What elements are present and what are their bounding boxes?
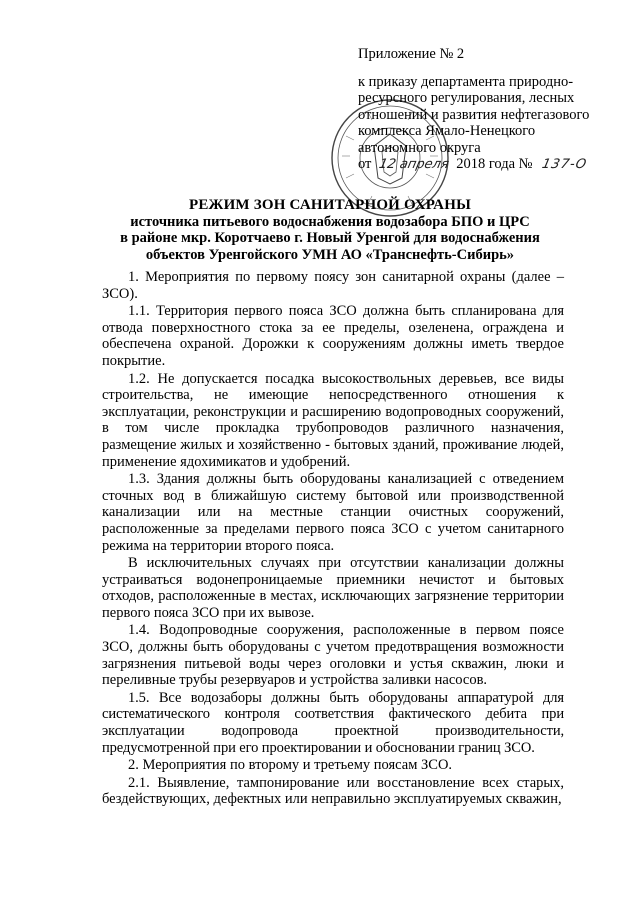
order-date-number (358, 156, 620, 174)
paragraph: 1.2. Не допускается посадка высокоствольных деревьев, все виды строительства, не имеющие непосредственного отношения к эксплуатации, реконструкции и расширению водопроводных сооружений, в том числе прокладка трубопроводов различного назначения, размещение жилых и хозяйственно - бытовых зданий, проживание людей, применение ядохимикатов и удобрений. (102, 370, 564, 470)
annex-line: комплекса Ямало-Ненецкого (358, 123, 536, 139)
document-body (102, 269, 564, 809)
paragraph: 1.1. Территория первого пояса ЗСО должна быть спланирована для отвода поверхностного стока за ее пределы, озеленена, ограждена и обеспечена охраной. Дорожки к сооружениям должны иметь твердое покрытие. (102, 303, 564, 369)
title-line: в районе мкр. Коротчаево г. Новый Уренгой для водоснабжения (120, 230, 540, 246)
annex-line: к приказу департамента природно- (358, 73, 574, 90)
title-main: РЕЖИМ ЗОН САНИТАРНОЙ ОХРАНЫ (188, 197, 472, 213)
date-prefix: от (358, 156, 372, 172)
paragraph: 1.4. Водопроводные сооружения, расположенные в первом поясе ЗСО, должны быть оборудованы с учетом предотвращения возможности загрязнения питьевой воды через оголовки и устья скважин, люки и переливные трубы резервуаров и устройства заливки насосов. (102, 622, 564, 689)
paragraph: 1.5. Все водозаборы должны быть оборудованы аппаратурой для систематического контроля соответствия фактического дебита при эксплуатации водопровода проектной производительности, предусмотренной при его проектировании и обосновании границ ЗСО. (102, 689, 564, 756)
paragraph: 1. Мероприятия по первому поясу зон санитарной охраны (далее – ЗСО). (102, 269, 564, 302)
annex-line: отношений и развития нефтегазового (358, 106, 590, 123)
annex-title: Приложение № 2 (358, 46, 465, 62)
annex-header (358, 46, 620, 174)
date-suffix: 2018 года № (456, 156, 533, 172)
title-line: источника питьевого водоснабжения водозабора БПО и ЦРС (130, 213, 530, 230)
handwritten-order-number: 137-О (540, 157, 589, 172)
paragraph: 2. Мероприятия по второму и третьему поясам ЗСО. (128, 757, 453, 774)
paragraph: 2.1. Выявление, тампонирование или восстановление всех старых, бездействующих, дефектных или неправильно эксплуатируемых скважин, (102, 774, 564, 808)
document-title (100, 197, 560, 263)
paragraph: В исключительных случаях при отсутствии канализации должны устраиваться водонепроницаемые приемники нечистот и бытовых отходов, расположенные в местах, исключающих загрязнение территории первого пояса ЗСО при их вывозе. (102, 555, 564, 621)
handwritten-date: 12 апреля (377, 157, 451, 172)
annex-line: автономного округа (358, 139, 481, 156)
paragraph: 1.3. Здания должны быть оборудованы канализацией с отведением сточных вод в ближайшую систему бытовой или производственной канализации или на местные станции очистных сооружений, расположенные за пределами первого пояса ЗСО с учетом санитарного режима на территории второго пояса. (102, 471, 564, 554)
annex-line: ресурсного регулирования, лесных (358, 90, 575, 106)
title-line: объектов Уренгойского УМН АО «Транснефть-Сибирь» (145, 246, 515, 263)
